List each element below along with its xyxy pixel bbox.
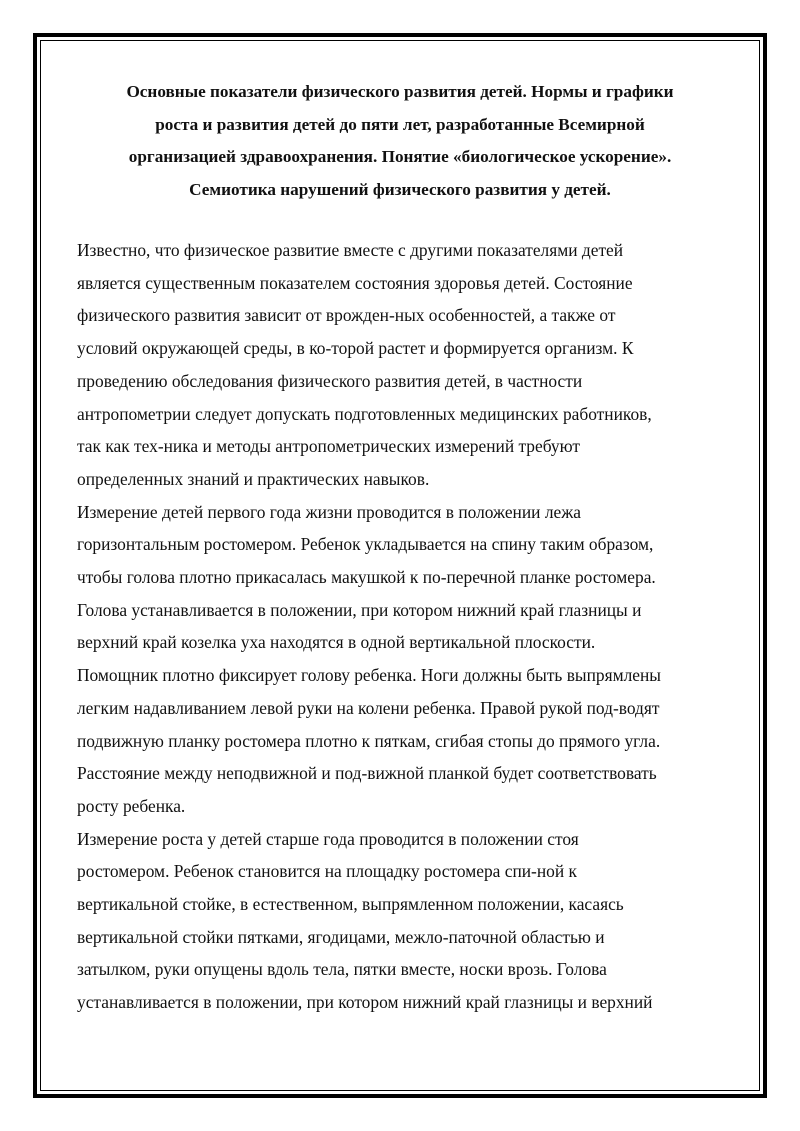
body-line: Измерение роста у детей старше года проводится в положении стоя bbox=[77, 828, 579, 849]
body-line: антропометрии следует допускать подготовленных медицинских работников, bbox=[77, 403, 652, 424]
body-line: Помощник плотно фиксирует голову ребенка. Ноги должны быть выпрямлены bbox=[77, 665, 661, 686]
body-line: Измерение детей первого года жизни проводится в положении лежа bbox=[77, 501, 581, 522]
body-line: чтобы голова плотно прикасалась макушкой к по-перечной планке ростомера. bbox=[77, 567, 656, 588]
body-line: является существенным показателем состояния здоровья детей. Состояние bbox=[77, 272, 633, 293]
body-line: верхний край козелка уха находятся в одной вертикальной плоскости. bbox=[77, 632, 596, 653]
body-line: вертикальной стойки пятками, ягодицами, межло-паточной областью и bbox=[77, 926, 605, 947]
title-line: роста и развития детей до пяти лет, разработанные Всемирной bbox=[155, 114, 645, 134]
title-line: Основные показатели физического развития детей. Нормы и графики bbox=[126, 82, 674, 101]
body-line: определенных знаний и практических навыков. bbox=[77, 468, 430, 489]
body-line: так как тех-ника и методы антропометрических измерений требуют bbox=[77, 436, 580, 457]
body-line: горизонтальным ростомером. Ребенок укладывается на спину таким образом, bbox=[77, 534, 654, 555]
body-line: легким надавливанием левой руки на колени ребенка. Правой рукой под-водят bbox=[77, 697, 660, 718]
document-title bbox=[78, 76, 722, 206]
body-line: ростомером. Ребенок становится на площадку ростомера спи-ной к bbox=[77, 861, 577, 882]
body-line: Расстояние между неподвижной и под-вижной планкой будет соответствовать bbox=[77, 763, 657, 784]
body-line: подвижную планку ростомера плотно к пяткам, сгибая стопы до прямого угла. bbox=[77, 730, 661, 751]
title-line: организацией здравоохранения. Понятие «биологическое ускорение». bbox=[128, 147, 672, 166]
title-line: Семиотика нарушений физического развития у детей. bbox=[189, 179, 611, 199]
body-line: Голова устанавливается в положении, при котором нижний край глазницы и bbox=[77, 599, 642, 620]
body-text bbox=[77, 234, 737, 1019]
body-line: росту ребенка. bbox=[77, 795, 186, 816]
body-line: устанавливается в положении, при котором нижний край глазницы и верхний bbox=[77, 992, 653, 1013]
body-line: физического развития зависит от врожден-ных особенностей, а также от bbox=[77, 305, 616, 326]
body-line: проведению обследования физического развития детей, в частности bbox=[77, 370, 583, 391]
body-line: затылком, руки опущены вдоль тела, пятки вместе, носки врозь. Голова bbox=[77, 959, 607, 980]
body-line: Известно, что физическое развитие вместе с другими показателями детей bbox=[77, 240, 624, 260]
body-line: вертикальной стойке, в естественном, выпрямленном положении, касаясь bbox=[77, 894, 624, 915]
body-line: условий окружающей среды, в ко-торой растет и формируется организм. К bbox=[77, 338, 634, 359]
